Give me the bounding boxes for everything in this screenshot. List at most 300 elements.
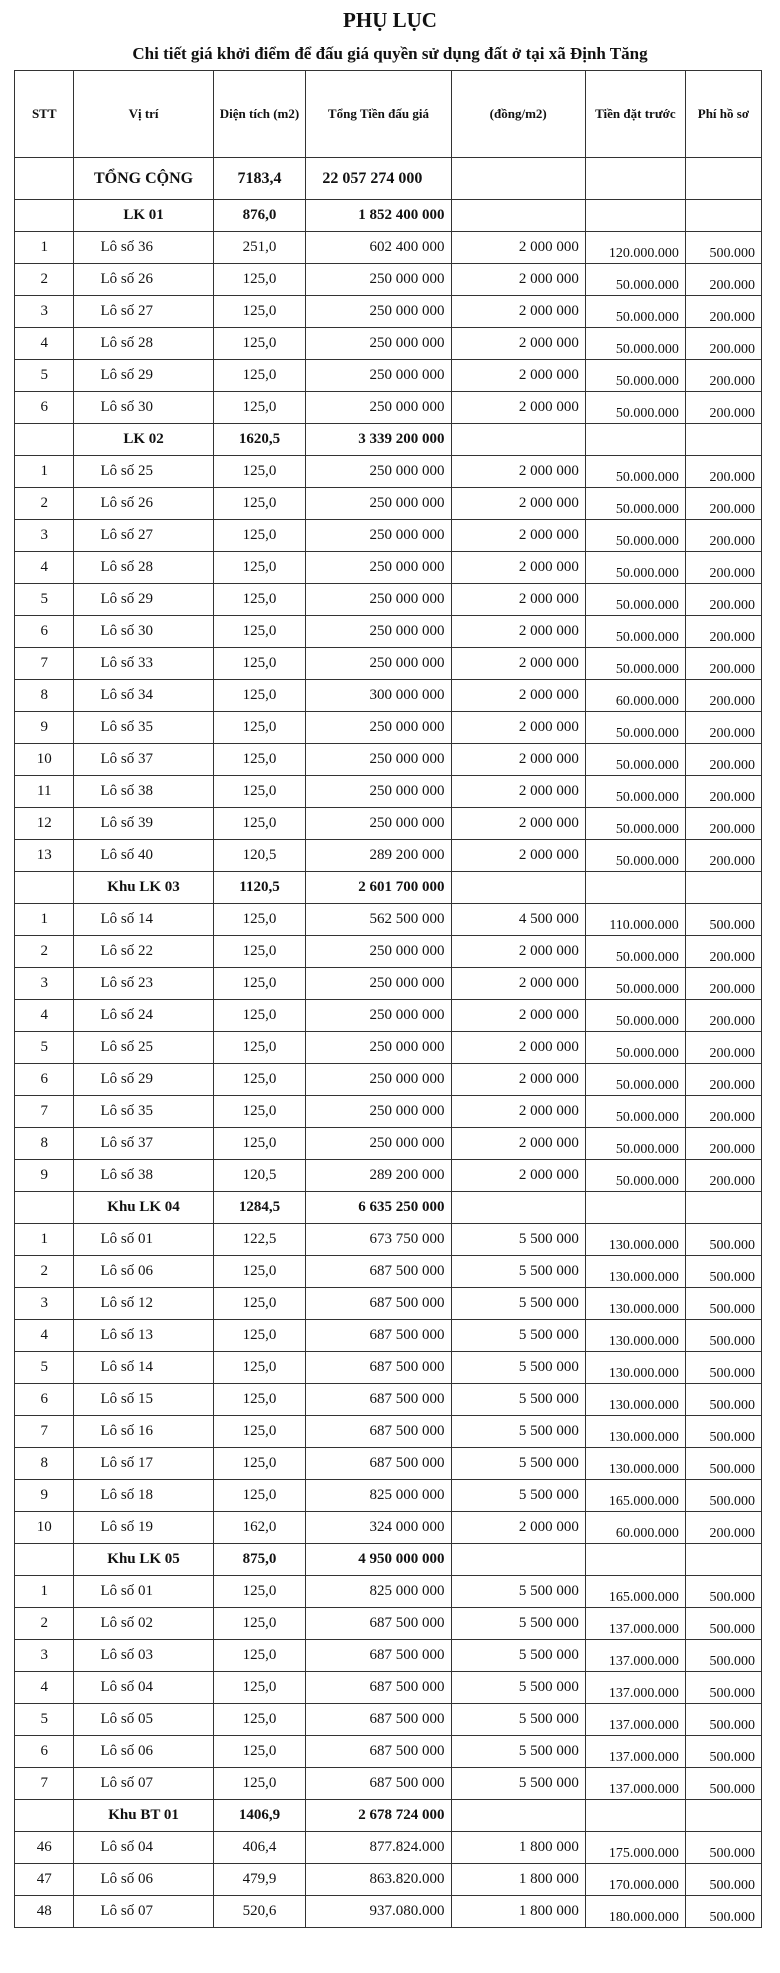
cell-location: Khu LK 03 xyxy=(74,872,213,904)
cell-fee: 500.000 xyxy=(685,1320,761,1352)
cell-deposit: 50.000.000 xyxy=(585,488,685,520)
cell-stt: 2 xyxy=(15,264,74,296)
table-row xyxy=(15,584,762,616)
cell-unit-price xyxy=(451,1192,585,1224)
cell-fee: 500.000 xyxy=(685,1736,761,1768)
table-row xyxy=(15,328,762,360)
cell-location: Khu LK 05 xyxy=(74,1544,213,1576)
cell-location: Lô số 13 xyxy=(74,1320,213,1352)
cell-deposit: 130.000.000 xyxy=(585,1352,685,1384)
cell-stt xyxy=(15,200,74,232)
cell-unit-price: 2 000 000 xyxy=(451,1032,585,1064)
cell-fee: 200.000 xyxy=(685,776,761,808)
cell-fee: 200.000 xyxy=(685,264,761,296)
cell-area: 125,0 xyxy=(213,456,306,488)
cell-area: 125,0 xyxy=(213,808,306,840)
cell-deposit: 130.000.000 xyxy=(585,1224,685,1256)
cell-area: 479,9 xyxy=(213,1864,306,1896)
cell-area: 125,0 xyxy=(213,744,306,776)
cell-unit-price: 2 000 000 xyxy=(451,328,585,360)
cell-fee: 500.000 xyxy=(685,1352,761,1384)
table-row xyxy=(15,1448,762,1480)
table-row xyxy=(15,968,762,1000)
cell-stt: 2 xyxy=(15,1256,74,1288)
cell-area: 125,0 xyxy=(213,648,306,680)
cell-deposit: 165.000.000 xyxy=(585,1480,685,1512)
cell-area: 125,0 xyxy=(213,1256,306,1288)
cell-total: 250 000 000 xyxy=(306,1096,451,1128)
cell-area: 125,0 xyxy=(213,904,306,936)
cell-deposit: 130.000.000 xyxy=(585,1320,685,1352)
cell-unit-price: 2 000 000 xyxy=(451,1512,585,1544)
cell-deposit: 50.000.000 xyxy=(585,616,685,648)
cell-total: 250 000 000 xyxy=(306,456,451,488)
cell-total: 250 000 000 xyxy=(306,584,451,616)
cell-stt: 5 xyxy=(15,1704,74,1736)
cell-location: Lô số 14 xyxy=(74,904,213,936)
cell-fee xyxy=(685,1800,761,1832)
cell-location: Lô số 24 xyxy=(74,1000,213,1032)
cell-location: Lô số 25 xyxy=(74,456,213,488)
cell-total: 250 000 000 xyxy=(306,744,451,776)
cell-unit-price: 2 000 000 xyxy=(451,744,585,776)
header-unit-price: (đồng/m2) xyxy=(451,71,585,158)
table-row xyxy=(15,1864,762,1896)
cell-stt: 1 xyxy=(15,1224,74,1256)
cell-location: Lô số 07 xyxy=(74,1768,213,1800)
cell-stt: 1 xyxy=(15,456,74,488)
cell-total: 863.820.000 xyxy=(306,1864,451,1896)
cell-area: 125,0 xyxy=(213,1128,306,1160)
cell-area: 125,0 xyxy=(213,1416,306,1448)
cell-location: Lô số 26 xyxy=(74,264,213,296)
cell-unit-price: 5 500 000 xyxy=(451,1640,585,1672)
cell-stt: 4 xyxy=(15,1000,74,1032)
cell-area: 125,0 xyxy=(213,1736,306,1768)
cell-total: 324 000 000 xyxy=(306,1512,451,1544)
cell-total: 2 601 700 000 xyxy=(306,872,451,904)
cell-total: 687 500 000 xyxy=(306,1288,451,1320)
group-row xyxy=(15,1192,762,1224)
cell-total: 250 000 000 xyxy=(306,552,451,584)
cell-unit-price: 2 000 000 xyxy=(451,936,585,968)
cell-fee: 200.000 xyxy=(685,1160,761,1192)
table-row xyxy=(15,808,762,840)
cell-area: 7183,4 xyxy=(213,158,306,200)
cell-location: Lô số 30 xyxy=(74,616,213,648)
cell-unit-price: 5 500 000 xyxy=(451,1736,585,1768)
cell-total: 825 000 000 xyxy=(306,1480,451,1512)
table-row xyxy=(15,1512,762,1544)
cell-stt: 3 xyxy=(15,1640,74,1672)
table-row xyxy=(15,1384,762,1416)
cell-unit-price xyxy=(451,158,585,200)
cell-unit-price: 2 000 000 xyxy=(451,392,585,424)
header-area: Diện tích (m2) xyxy=(213,71,306,158)
cell-fee: 200.000 xyxy=(685,680,761,712)
cell-deposit: 170.000.000 xyxy=(585,1864,685,1896)
cell-location: Khu BT 01 xyxy=(74,1800,213,1832)
cell-fee: 500.000 xyxy=(685,232,761,264)
cell-area: 125,0 xyxy=(213,1448,306,1480)
cell-location: Lô số 39 xyxy=(74,808,213,840)
cell-stt xyxy=(15,1544,74,1576)
cell-stt: 3 xyxy=(15,296,74,328)
cell-unit-price: 5 500 000 xyxy=(451,1384,585,1416)
cell-fee: 200.000 xyxy=(685,296,761,328)
cell-deposit xyxy=(585,872,685,904)
cell-total: 4 950 000 000 xyxy=(306,1544,451,1576)
cell-fee: 200.000 xyxy=(685,392,761,424)
cell-fee: 200.000 xyxy=(685,552,761,584)
cell-fee xyxy=(685,1192,761,1224)
cell-total: 250 000 000 xyxy=(306,360,451,392)
cell-deposit: 130.000.000 xyxy=(585,1448,685,1480)
cell-unit-price: 2 000 000 xyxy=(451,1000,585,1032)
cell-location: Lô số 19 xyxy=(74,1512,213,1544)
cell-unit-price: 2 000 000 xyxy=(451,584,585,616)
cell-unit-price: 5 500 000 xyxy=(451,1672,585,1704)
cell-total: 300 000 000 xyxy=(306,680,451,712)
cell-fee: 200.000 xyxy=(685,616,761,648)
cell-deposit: 50.000.000 xyxy=(585,392,685,424)
cell-location: Lô số 37 xyxy=(74,744,213,776)
table-row xyxy=(15,1288,762,1320)
cell-unit-price: 5 500 000 xyxy=(451,1416,585,1448)
cell-stt: 4 xyxy=(15,328,74,360)
cell-deposit: 50.000.000 xyxy=(585,936,685,968)
cell-fee xyxy=(685,872,761,904)
cell-location: Lô số 01 xyxy=(74,1576,213,1608)
cell-area: 1284,5 xyxy=(213,1192,306,1224)
cell-deposit: 50.000.000 xyxy=(585,1128,685,1160)
cell-unit-price: 2 000 000 xyxy=(451,488,585,520)
cell-stt: 2 xyxy=(15,1608,74,1640)
cell-unit-price: 2 000 000 xyxy=(451,776,585,808)
cell-stt xyxy=(15,424,74,456)
cell-total: 687 500 000 xyxy=(306,1256,451,1288)
cell-deposit: 50.000.000 xyxy=(585,712,685,744)
table-row xyxy=(15,840,762,872)
cell-deposit: 137.000.000 xyxy=(585,1608,685,1640)
cell-location: Lô số 06 xyxy=(74,1256,213,1288)
cell-stt: 3 xyxy=(15,968,74,1000)
cell-stt: 2 xyxy=(15,488,74,520)
cell-location: Lô số 04 xyxy=(74,1672,213,1704)
cell-deposit: 50.000.000 xyxy=(585,456,685,488)
cell-total: 250 000 000 xyxy=(306,328,451,360)
cell-stt: 6 xyxy=(15,1736,74,1768)
cell-area: 125,0 xyxy=(213,1704,306,1736)
cell-area: 251,0 xyxy=(213,232,306,264)
cell-location: Lô số 06 xyxy=(74,1736,213,1768)
cell-location: LK 01 xyxy=(74,200,213,232)
cell-deposit: 180.000.000 xyxy=(585,1896,685,1928)
cell-stt: 1 xyxy=(15,904,74,936)
cell-deposit: 137.000.000 xyxy=(585,1736,685,1768)
cell-deposit: 130.000.000 xyxy=(585,1384,685,1416)
cell-deposit xyxy=(585,424,685,456)
cell-fee: 500.000 xyxy=(685,1224,761,1256)
cell-location: Lô số 25 xyxy=(74,1032,213,1064)
cell-fee xyxy=(685,200,761,232)
cell-fee: 200.000 xyxy=(685,520,761,552)
table-row xyxy=(15,1064,762,1096)
cell-unit-price: 1 800 000 xyxy=(451,1896,585,1928)
cell-location: Lô số 36 xyxy=(74,232,213,264)
cell-total: 250 000 000 xyxy=(306,648,451,680)
cell-area: 125,0 xyxy=(213,584,306,616)
cell-stt: 1 xyxy=(15,232,74,264)
cell-location: Lô số 16 xyxy=(74,1416,213,1448)
cell-fee: 200.000 xyxy=(685,648,761,680)
cell-fee: 500.000 xyxy=(685,1288,761,1320)
cell-location: Lô số 33 xyxy=(74,648,213,680)
cell-stt: 4 xyxy=(15,552,74,584)
cell-location: Lô số 37 xyxy=(74,1128,213,1160)
cell-fee: 200.000 xyxy=(685,744,761,776)
table-row xyxy=(15,1640,762,1672)
cell-stt: 3 xyxy=(15,520,74,552)
cell-unit-price: 2 000 000 xyxy=(451,360,585,392)
cell-stt: 2 xyxy=(15,936,74,968)
cell-fee xyxy=(685,158,761,200)
table-row xyxy=(15,680,762,712)
cell-stt: 47 xyxy=(15,1864,74,1896)
cell-stt: 3 xyxy=(15,1288,74,1320)
cell-fee: 500.000 xyxy=(685,1384,761,1416)
cell-stt xyxy=(15,1192,74,1224)
header-stt: STT xyxy=(15,71,74,158)
cell-unit-price: 2 000 000 xyxy=(451,552,585,584)
cell-area: 120,5 xyxy=(213,1160,306,1192)
cell-location: Lô số 02 xyxy=(74,1608,213,1640)
table-row xyxy=(15,1416,762,1448)
cell-unit-price xyxy=(451,872,585,904)
cell-area: 125,0 xyxy=(213,1480,306,1512)
cell-fee: 500.000 xyxy=(685,1480,761,1512)
cell-unit-price: 5 500 000 xyxy=(451,1480,585,1512)
cell-stt: 6 xyxy=(15,616,74,648)
cell-stt: 4 xyxy=(15,1672,74,1704)
cell-location: Lô số 30 xyxy=(74,392,213,424)
cell-area: 125,0 xyxy=(213,328,306,360)
cell-location: Lô số 26 xyxy=(74,488,213,520)
cell-area: 120,5 xyxy=(213,840,306,872)
cell-fee: 200.000 xyxy=(685,1128,761,1160)
table-row xyxy=(15,616,762,648)
cell-total: 3 339 200 000 xyxy=(306,424,451,456)
cell-area: 876,0 xyxy=(213,200,306,232)
cell-deposit: 50.000.000 xyxy=(585,520,685,552)
cell-total: 687 500 000 xyxy=(306,1768,451,1800)
cell-location: Lô số 01 xyxy=(74,1224,213,1256)
cell-location: TỔNG CỘNG xyxy=(74,158,213,200)
cell-deposit xyxy=(585,158,685,200)
cell-unit-price: 2 000 000 xyxy=(451,1096,585,1128)
cell-area: 1120,5 xyxy=(213,872,306,904)
group-row xyxy=(15,1544,762,1576)
cell-stt: 6 xyxy=(15,1384,74,1416)
cell-fee: 200.000 xyxy=(685,328,761,360)
cell-total: 250 000 000 xyxy=(306,488,451,520)
cell-deposit: 50.000.000 xyxy=(585,648,685,680)
cell-stt: 5 xyxy=(15,1352,74,1384)
cell-location: Lô số 23 xyxy=(74,968,213,1000)
cell-total: 687 500 000 xyxy=(306,1416,451,1448)
cell-unit-price xyxy=(451,424,585,456)
table-row xyxy=(15,392,762,424)
table-row xyxy=(15,1224,762,1256)
cell-deposit: 50.000.000 xyxy=(585,296,685,328)
cell-fee: 500.000 xyxy=(685,1416,761,1448)
group-row xyxy=(15,424,762,456)
cell-unit-price: 5 500 000 xyxy=(451,1576,585,1608)
cell-area: 125,0 xyxy=(213,1672,306,1704)
cell-total: 673 750 000 xyxy=(306,1224,451,1256)
cell-area: 520,6 xyxy=(213,1896,306,1928)
table-row xyxy=(15,488,762,520)
cell-area: 125,0 xyxy=(213,1032,306,1064)
cell-location: Lô số 28 xyxy=(74,552,213,584)
cell-location: Lô số 29 xyxy=(74,360,213,392)
cell-deposit: 60.000.000 xyxy=(585,680,685,712)
cell-deposit: 50.000.000 xyxy=(585,1096,685,1128)
cell-total: 289 200 000 xyxy=(306,1160,451,1192)
cell-area: 406,4 xyxy=(213,1832,306,1864)
cell-deposit: 120.000.000 xyxy=(585,232,685,264)
cell-unit-price: 2 000 000 xyxy=(451,808,585,840)
cell-location: Lô số 12 xyxy=(74,1288,213,1320)
cell-unit-price: 2 000 000 xyxy=(451,1064,585,1096)
cell-fee xyxy=(685,1544,761,1576)
cell-fee: 500.000 xyxy=(685,1832,761,1864)
cell-area: 125,0 xyxy=(213,616,306,648)
cell-total: 687 500 000 xyxy=(306,1320,451,1352)
group-row xyxy=(15,1800,762,1832)
cell-total: 250 000 000 xyxy=(306,1128,451,1160)
cell-area: 125,0 xyxy=(213,680,306,712)
cell-fee: 200.000 xyxy=(685,712,761,744)
cell-deposit: 137.000.000 xyxy=(585,1704,685,1736)
cell-unit-price: 2 000 000 xyxy=(451,616,585,648)
cell-location: Lô số 05 xyxy=(74,1704,213,1736)
cell-area: 125,0 xyxy=(213,1608,306,1640)
page-title: PHỤ LỤC xyxy=(343,8,437,32)
cell-unit-price: 2 000 000 xyxy=(451,1160,585,1192)
cell-stt: 10 xyxy=(15,744,74,776)
cell-location: Lô số 38 xyxy=(74,1160,213,1192)
table-row xyxy=(15,520,762,552)
cell-fee: 500.000 xyxy=(685,1608,761,1640)
table-row xyxy=(15,1480,762,1512)
cell-location: Lô số 17 xyxy=(74,1448,213,1480)
table-row xyxy=(15,712,762,744)
cell-unit-price: 5 500 000 xyxy=(451,1704,585,1736)
cell-location: Lô số 22 xyxy=(74,936,213,968)
cell-deposit: 50.000.000 xyxy=(585,264,685,296)
cell-area: 125,0 xyxy=(213,1640,306,1672)
cell-area: 125,0 xyxy=(213,488,306,520)
cell-stt xyxy=(15,872,74,904)
cell-stt: 6 xyxy=(15,1064,74,1096)
cell-unit-price: 5 500 000 xyxy=(451,1256,585,1288)
table-row xyxy=(15,1736,762,1768)
cell-total: 250 000 000 xyxy=(306,808,451,840)
cell-total: 687 500 000 xyxy=(306,1640,451,1672)
cell-location: Lô số 04 xyxy=(74,1832,213,1864)
cell-total: 6 635 250 000 xyxy=(306,1192,451,1224)
cell-stt: 8 xyxy=(15,1128,74,1160)
cell-location: Lô số 15 xyxy=(74,1384,213,1416)
cell-deposit: 50.000.000 xyxy=(585,360,685,392)
cell-location: Lô số 40 xyxy=(74,840,213,872)
table-row xyxy=(15,232,762,264)
cell-deposit: 50.000.000 xyxy=(585,1160,685,1192)
cell-deposit: 130.000.000 xyxy=(585,1416,685,1448)
cell-location: Lô số 27 xyxy=(74,296,213,328)
cell-stt: 10 xyxy=(15,1512,74,1544)
cell-deposit: 50.000.000 xyxy=(585,552,685,584)
cell-area: 125,0 xyxy=(213,1288,306,1320)
cell-deposit: 60.000.000 xyxy=(585,1512,685,1544)
cell-unit-price: 5 500 000 xyxy=(451,1608,585,1640)
cell-total: 562 500 000 xyxy=(306,904,451,936)
cell-stt: 8 xyxy=(15,680,74,712)
cell-unit-price: 2 000 000 xyxy=(451,648,585,680)
group-row xyxy=(15,872,762,904)
cell-location: Lô số 35 xyxy=(74,712,213,744)
table-row xyxy=(15,744,762,776)
cell-deposit xyxy=(585,1544,685,1576)
cell-fee: 500.000 xyxy=(685,1448,761,1480)
cell-fee: 500.000 xyxy=(685,1640,761,1672)
cell-stt: 11 xyxy=(15,776,74,808)
cell-total: 250 000 000 xyxy=(306,264,451,296)
cell-stt: 46 xyxy=(15,1832,74,1864)
cell-total: 250 000 000 xyxy=(306,936,451,968)
page-subtitle: Chi tiết giá khởi điểm để đấu giá quyền sử dụng đất ở tại xã Định Tăng xyxy=(132,44,648,63)
cell-area: 125,0 xyxy=(213,712,306,744)
cell-unit-price: 5 500 000 xyxy=(451,1224,585,1256)
cell-area: 1406,9 xyxy=(213,1800,306,1832)
price-table xyxy=(14,70,762,1928)
cell-stt: 7 xyxy=(15,1096,74,1128)
cell-unit-price: 2 000 000 xyxy=(451,520,585,552)
cell-total: 825 000 000 xyxy=(306,1576,451,1608)
cell-deposit: 137.000.000 xyxy=(585,1640,685,1672)
cell-deposit xyxy=(585,200,685,232)
cell-unit-price: 2 000 000 xyxy=(451,712,585,744)
table-row xyxy=(15,1832,762,1864)
cell-location: Lô số 14 xyxy=(74,1352,213,1384)
cell-unit-price: 2 000 000 xyxy=(451,456,585,488)
cell-stt: 13 xyxy=(15,840,74,872)
cell-total: 250 000 000 xyxy=(306,1064,451,1096)
cell-total: 2 678 724 000 xyxy=(306,1800,451,1832)
table-row xyxy=(15,552,762,584)
cell-fee: 200.000 xyxy=(685,1096,761,1128)
cell-stt: 8 xyxy=(15,1448,74,1480)
cell-stt: 5 xyxy=(15,1032,74,1064)
group-row xyxy=(15,200,762,232)
cell-total: 250 000 000 xyxy=(306,392,451,424)
cell-location: Lô số 07 xyxy=(74,1896,213,1928)
cell-total: 289 200 000 xyxy=(306,840,451,872)
cell-unit-price: 5 500 000 xyxy=(451,1320,585,1352)
cell-total: 250 000 000 xyxy=(306,616,451,648)
cell-total: 877.824.000 xyxy=(306,1832,451,1864)
